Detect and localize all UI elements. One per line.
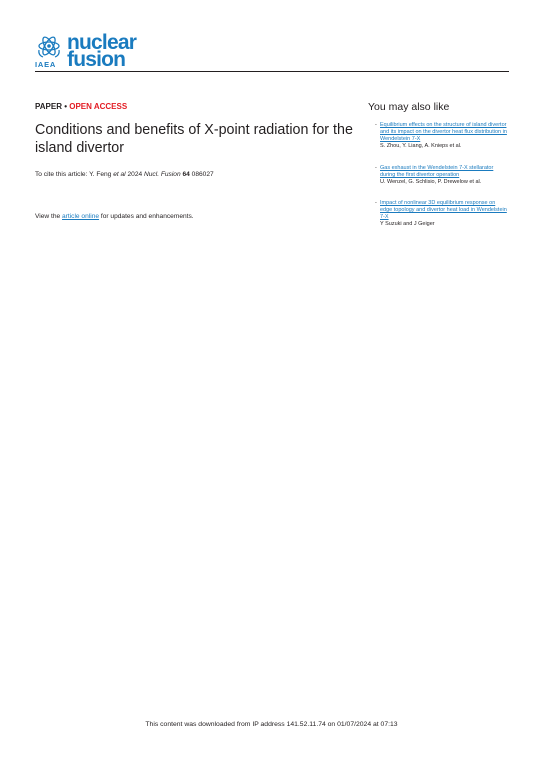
view-online-line <box>35 212 355 221</box>
related-item <box>375 200 508 228</box>
related-bullet: - <box>375 122 377 128</box>
related-heading: You may also like <box>368 101 450 113</box>
citation-volume: 64 <box>182 171 190 178</box>
related-item-authors: U. Wenzel, G. Schlisio, P. Drewelow et al. <box>380 178 482 185</box>
logo-wordmark-line2: fusion <box>67 48 126 71</box>
citation-year: 2024 <box>125 171 144 178</box>
open-access-label: OPEN ACCESS <box>69 102 128 111</box>
related-item <box>375 122 508 150</box>
view-prefix: View the <box>35 213 63 220</box>
citation-prefix: To cite this article: Y. Feng <box>35 171 114 178</box>
related-item-link[interactable]: Impact of nonlinear 3D equilibrium response on edge topology and divertor heat load in Wendelstein 7-X <box>380 200 507 220</box>
article-title: Conditions and benefits of X-point radiation for the island divertor <box>35 122 353 156</box>
iaea-atom-emblem-icon <box>36 36 62 58</box>
related-item-authors: Y Suzuki and J Geiger <box>380 220 435 227</box>
citation-line <box>35 170 355 179</box>
related-item-link[interactable]: Equilibrium effects on the structure of island divertor and its impact on the divertor heat flux distribution in Wendelstein 7-X <box>380 122 507 142</box>
related-item-link[interactable]: Gas exhaust in the Wendelstein 7-X stellarator during the first divertor operation <box>380 165 494 178</box>
citation-journal: Nucl. Fusion <box>144 171 181 178</box>
article-type-separator: • <box>64 102 68 111</box>
related-item-authors: S. Zhou, Y. Liang, A. Knieps et al. <box>380 142 462 149</box>
article-online-link[interactable]: article online <box>62 213 100 220</box>
related-bullet: - <box>375 200 377 206</box>
logo-wordmark-line1: nuclear <box>67 31 137 54</box>
view-suffix: for updates and enhancements. <box>99 213 194 220</box>
logo-org-text: IAEA <box>35 60 57 69</box>
citation-number: 086027 <box>189 171 214 178</box>
related-bullet: - <box>375 165 377 171</box>
header-divider <box>35 71 509 72</box>
download-footer: This content was downloaded from IP address 141.52.11.74 on 01/07/2024 at 07:13 <box>145 721 398 728</box>
article-type-label: PAPER <box>35 102 62 111</box>
related-item <box>375 165 508 186</box>
article-type-line <box>35 102 127 111</box>
journal-logo[interactable] <box>34 31 159 71</box>
citation-etal: et al <box>113 171 126 178</box>
